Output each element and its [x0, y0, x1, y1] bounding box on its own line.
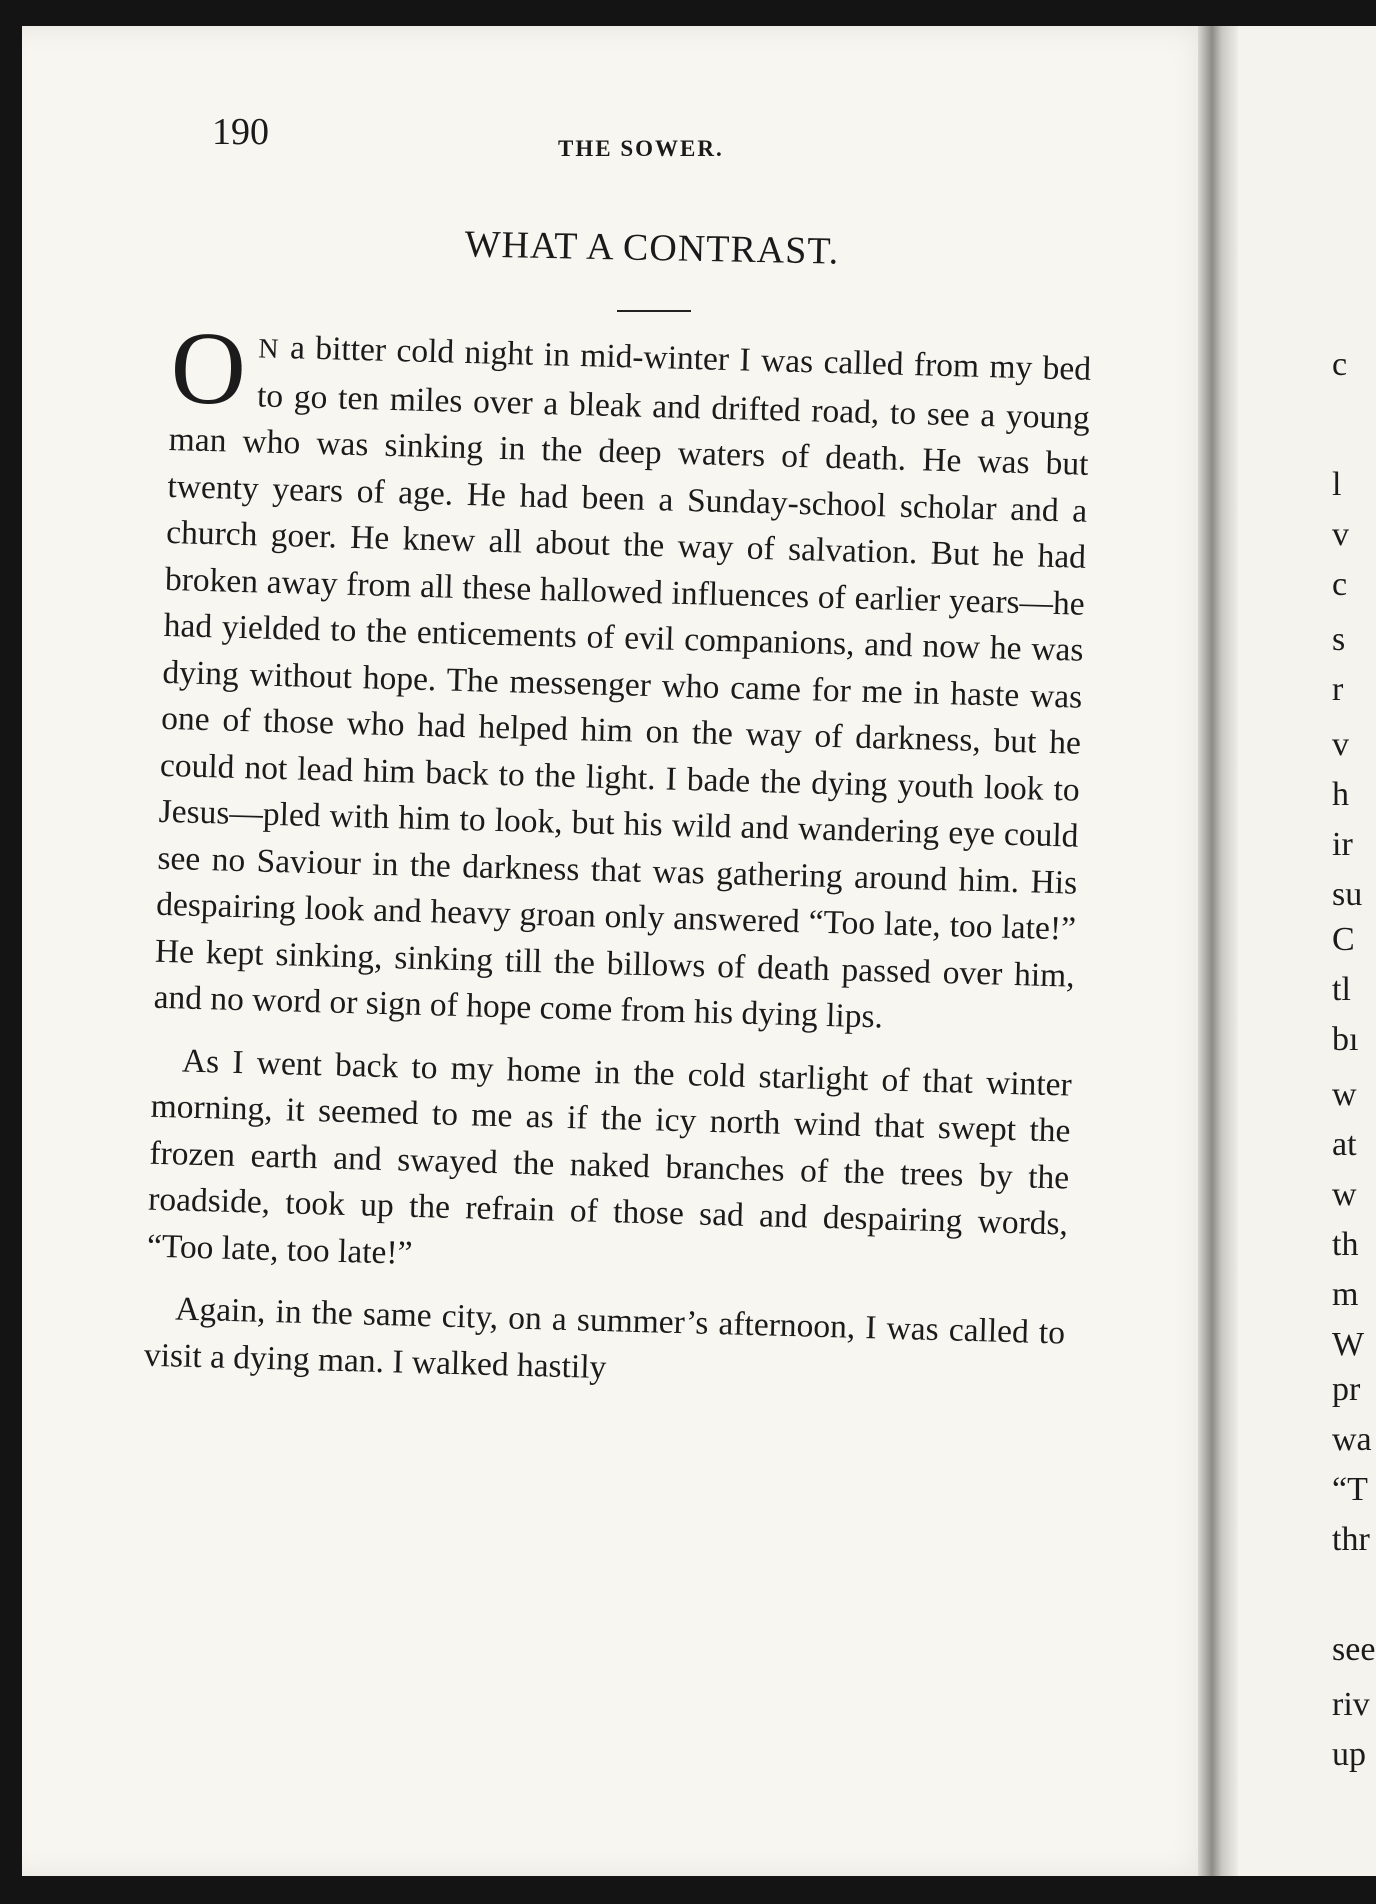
facing-page-fragment: thr: [1332, 1521, 1370, 1558]
facing-page-fragment: W: [1332, 1326, 1365, 1363]
facing-page-fragment: s: [1332, 621, 1346, 658]
facing-page-fragment: l: [1332, 466, 1342, 503]
facing-page-fragment: v: [1332, 726, 1349, 763]
facing-page-fragment: w: [1332, 1076, 1357, 1113]
drop-cap: O: [169, 310, 248, 427]
paragraph-1: [153, 310, 1092, 1046]
facing-page-fragment: C: [1332, 921, 1355, 958]
paragraph-2: As I went back to my home in the cold starlight of that winter morning, it seemed to me as if the icy north wind that swept the frozen earth and swayed the naked branches of the trees by the roadside, took up the refrain of those sad and despairing words, “Too late, too late!”: [146, 1042, 1073, 1272]
facing-page-fragment: “T: [1332, 1471, 1368, 1508]
article-body: [143, 310, 1092, 1419]
facing-page-fragment: v: [1332, 516, 1349, 553]
facing-page-fragment: see: [1332, 1631, 1376, 1668]
facing-page-fragment: wa: [1332, 1421, 1372, 1458]
facing-page-fragment: h: [1332, 776, 1349, 813]
facing-page-fragment: w: [1332, 1176, 1357, 1213]
facing-page-fragment: tl: [1332, 971, 1351, 1008]
facing-page: [1238, 26, 1376, 1876]
facing-page-fragment: c: [1332, 346, 1348, 383]
first-word-rest: N: [257, 333, 281, 365]
running-head: THE SOWER.: [558, 136, 724, 161]
paragraph-1-text: a bitter cold night in mid-winter I was called from my bed to go ten miles over a bleak and drifted road, to see a young man who was sinking in the deep waters of death. He was but twenty years of age. He had been a Sunday-school scholar and a church goer. He knew all about the way of salvation. But he had broken away from all these hallowed influences of earlier years—he had yielded to the enticements of evil companions, and now he was dying without hope. The messenger who came for me in haste was one of those who had helped him on the way of darkness, but he could not lead him back to the light. I bade the dying youth look to Jesus—pled with him to look, but his wild and wandering eye could see no Saviour in the darkness that was gathering around him. His despairing look and heavy groan only answered “Too late, too late!” He kept sinking, sinking till the billows of death passed over him, and no word or sign of hope come from his dying lips.: [153, 328, 1092, 1036]
article-title: WHAT A CONTRAST.: [464, 223, 840, 273]
facing-page-fragment: th: [1332, 1226, 1359, 1263]
facing-page-fragment: r: [1332, 671, 1344, 708]
facing-page-fragment: su: [1332, 876, 1363, 913]
book-gutter: [1198, 26, 1238, 1876]
facing-page-fragment: ir: [1332, 826, 1353, 863]
facing-page-fragment: riv: [1332, 1686, 1370, 1723]
facing-page-fragment: c: [1332, 566, 1348, 603]
page-number: 190: [212, 111, 269, 153]
facing-page-fragment: at: [1332, 1126, 1357, 1163]
facing-page-fragment: up: [1332, 1736, 1366, 1773]
facing-page-fragment: bı: [1332, 1021, 1359, 1058]
paragraph-3: Again, in the same city, on a summer’s afternoon, I was called to visit a dying man. I walked hastily: [143, 1290, 1066, 1386]
facing-page-fragment: m: [1332, 1276, 1359, 1313]
facing-page-fragment: pr: [1332, 1371, 1361, 1408]
title-rule: [617, 310, 691, 312]
left-page: [22, 26, 1217, 1876]
